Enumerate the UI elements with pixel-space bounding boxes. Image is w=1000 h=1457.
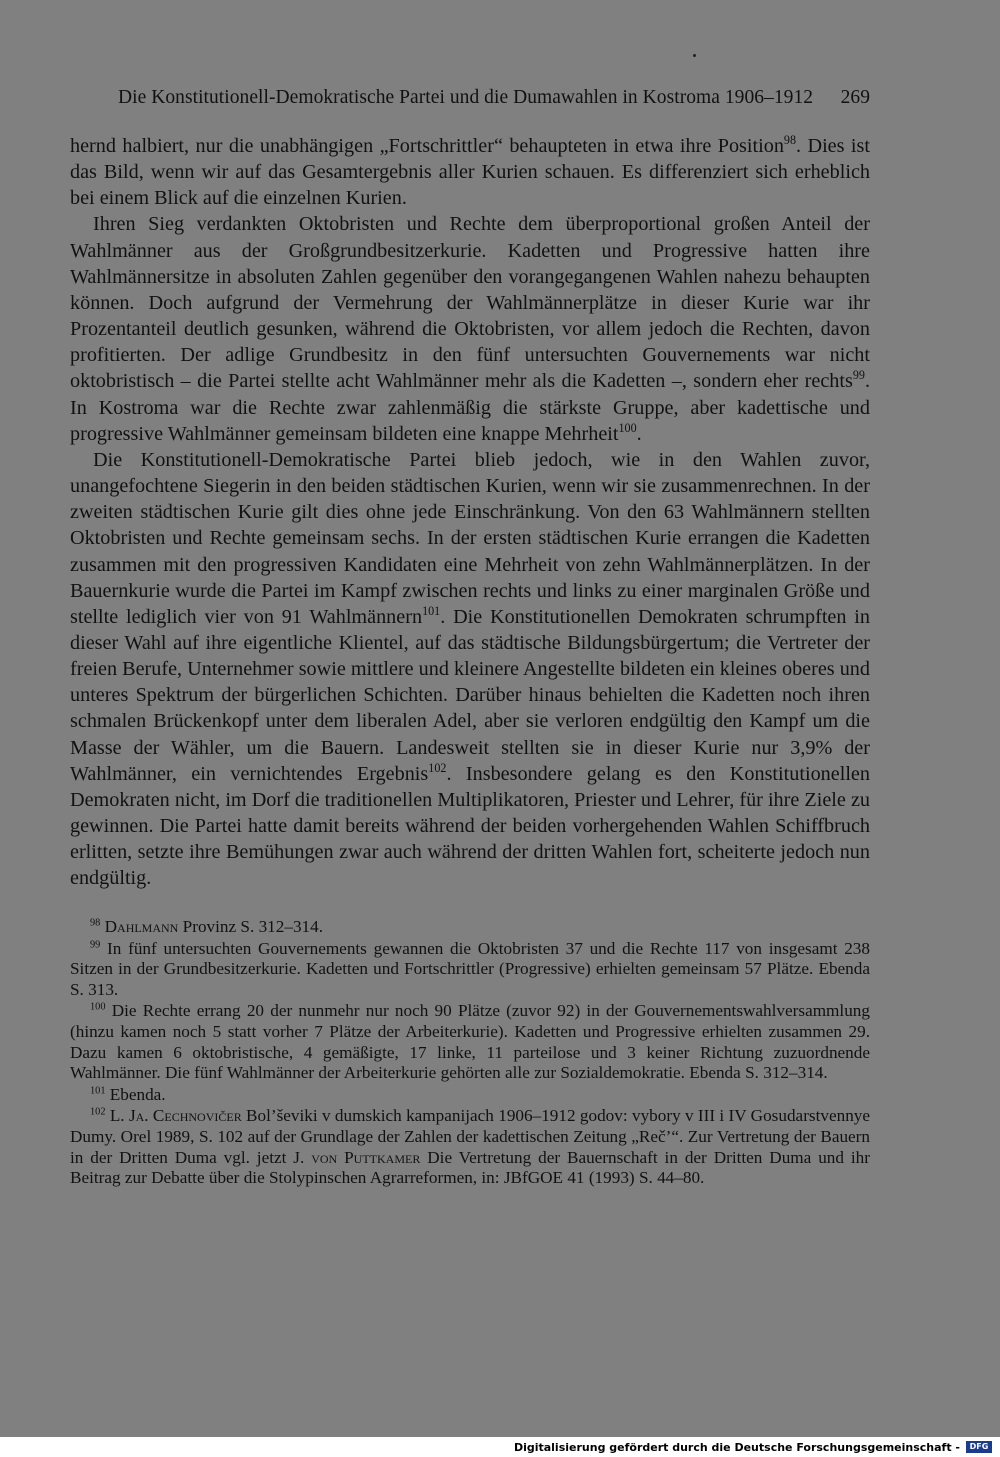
footnote-marker: 98: [783, 133, 797, 148]
footnote-marker: 98: [90, 917, 101, 929]
page-number: 269: [840, 87, 870, 108]
paragraph: Die Konstitutionell-Demokratische Partei blieb jedoch, wie in den Wahlen zuvor, unangefochtene Siegerin in den beiden städtischen Kurien, wenn wir sie zusammenrechnen. In der zweiten städtischen Kurie gilt dies ohne jede Einschränkung. Von den 63 Wahlmännern stellten Oktobristen und Rechte gemeinsam sechs. In der ersten städtischen Kurie errangen die Kadetten zusammen mit den progressiven Kandidaten eine Mehrheit von zehn Wahlmännerplätzen. In der Bauernkurie wurde die Partei im Kampf zwischen rechts und links zu einer marginalen Größe und stellte lediglich vier von 91 Wahlmännern$^{101}$. Die Konstitutionellen Demokraten schrumpften in dieser Wahl auf ihre eigentliche Klientel, auf das städtische Bildungsbürgertum; die Vertreter der freien Berufe, Unternehmer sowie mittlere und kleinere Angestellte bildeten ein kleines oberes und unteres Spektrum der bürgerlichen Schichten. Darüber hinaus behielten die Kadetten noch ihren schmalen Brückenkopf unter dem liberalen Adel, aber sie verloren endgültig den Kampf um die Masse der Wähler, um die Bauern. Landesweit stellten sie in dieser Kurie nur 3,9% der Wahlmänner, ein vernichtendes Ergebnis$^{102}$. Insbesondere gelang es den Konstitutionellen Demokraten nicht, im Dorf die traditionellen Multiplikatoren, Priester und Lehrer, für ihre Ziele zu gewinnen. Die Partei hatte damit bereits während der beiden vorhergehenden Wahlen Schiffbruch erlitten, setzte ihre Bemühungen zwar auch während der dritten Wahlen fort, scheiterte jedoch nun endgültig.: [70, 448, 870, 890]
paragraph: Ihren Sieg verdankten Oktobristen und Rechte dem überproportional großen Anteil der Wahlmänner aus der Großgrundbesitzerkurie. Kadetten und Progressive hatten ihre Wahlmännersitze in absoluten Zahlen gegenüber den vorangegangenen Wahlen nahezu behaupten können. Doch aufgrund der Vermehrung der Wahlmännerplätze in dieser Kurie war ihr Prozentanteil deutlich gesunken, während die Oktobristen, vor allem jedoch die Rechten, davon profitierten. Der adlige Grundbesitz in den fünf untersuchten Gouvernements war nicht oktobristisch – die Partei stellte acht Wahlmänner mehr als die Kadetten –, sondern eher rechts$^{99}$. In Kostroma war die Rechte zwar zahlenmäßig die stärkste Gruppe, aber kadettische und progressive Wahlmänner gemeinsam bildeten eine knappe Mehrheit$^{100}$.: [70, 213, 870, 445]
scan-speck: [693, 54, 696, 57]
footnote-marker: 102: [90, 1106, 106, 1118]
author-name: L. Ja. Cechnovičer: [109, 1106, 242, 1126]
digitization-credit: Digitalisierung gefördert durch die Deutsche Forschungsgemeinschaft -: [513, 1441, 960, 1454]
footnote-marker: 101: [422, 603, 441, 618]
footnote-101: $^{101}$ Ebenda.: [90, 1084, 166, 1104]
footnote-marker: 102: [428, 760, 447, 775]
footnote-marker: 99: [852, 368, 865, 383]
body-text: [70, 133, 870, 892]
footnote-marker: 100: [618, 420, 637, 435]
author-name: Dahlmann: [104, 917, 179, 936]
dfg-logo: DFG: [966, 1441, 992, 1453]
footnote-102: $^{102}$ L. Ja. Cechnovičer Bol’ševiki v dumskich kampanijach 1906–1912 godov: vybory v III i IV Gosudarstvennye Dumy. Orel 1989, S. 102 auf der Grundlage der Zahlen der kadettischen Zeitung „Reč’“. Zur Vertretung der Bauern in der Dritten Duma vgl. jetzt J. von Puttkamer Die Vertretung der Bauernschaft in der Dritten Duma und ihr Beitrag zur Debatte über die Stolypinschen Agrarreformen, in: JBfGOE 41 (1993) S. 44–80.: [70, 1106, 871, 1188]
footnotes: [70, 917, 870, 1190]
running-head-title: Die Konstitutionell-Demokratische Partei und die Dumawahlen in Kostroma 1906–1912: [118, 87, 814, 108]
footnote-100: $^{100}$ Die Rechte errang 20 der nunmehr nur noch 90 Plätze (zuvor 92) in der Gouvernementswahlversammlung (hinzu kamen noch 5 statt vorher 7 Plätze der Arbeiterkurie). Kadetten und Progressive erhielten zusammen 29. Dazu kamen 6 oktobristische, 4 gemäßigte, 17 linke, 11 parteilose und 3 keiner Richtung zuzuordnende Wahlmänner. Die fünf Wahlmänner der Arbeiterkurie gehörten alle zur Sozialdemokratie. Ebenda S. 312–314.: [70, 1001, 870, 1083]
footnote-99: $^{99}$ In fünf untersuchten Gouvernements gewannen die Oktobristen 37 und die Rechte 117 von insgesamt 238 Sitzen in der Grundbesitzerkurie. Kadetten und Fortschrittler (Progressive) erhielten gemeinsam 57 Plätze. Ebenda S. 313.: [70, 938, 870, 999]
footnote-98: $^{98}$ Dahlmann Provinz S. 312–314.: [90, 917, 324, 936]
author-name: von Puttkamer: [311, 1147, 421, 1167]
running-head: [118, 87, 870, 109]
footnote-marker: 99: [90, 938, 101, 950]
paragraph: hernd halbiert, nur die unabhängigen „Fortschrittler“ behaupteten in etwa ihre Position$^{98}$. Dies ist das Bild, wenn wir auf das Gesamtergebnis aller Kurien schauen. Es differenziert sich erheblich bei einem Blick auf die einzelnen Kurien.: [70, 133, 870, 210]
footnote-marker: 100: [90, 1001, 106, 1013]
footnote-marker: 101: [90, 1085, 106, 1097]
